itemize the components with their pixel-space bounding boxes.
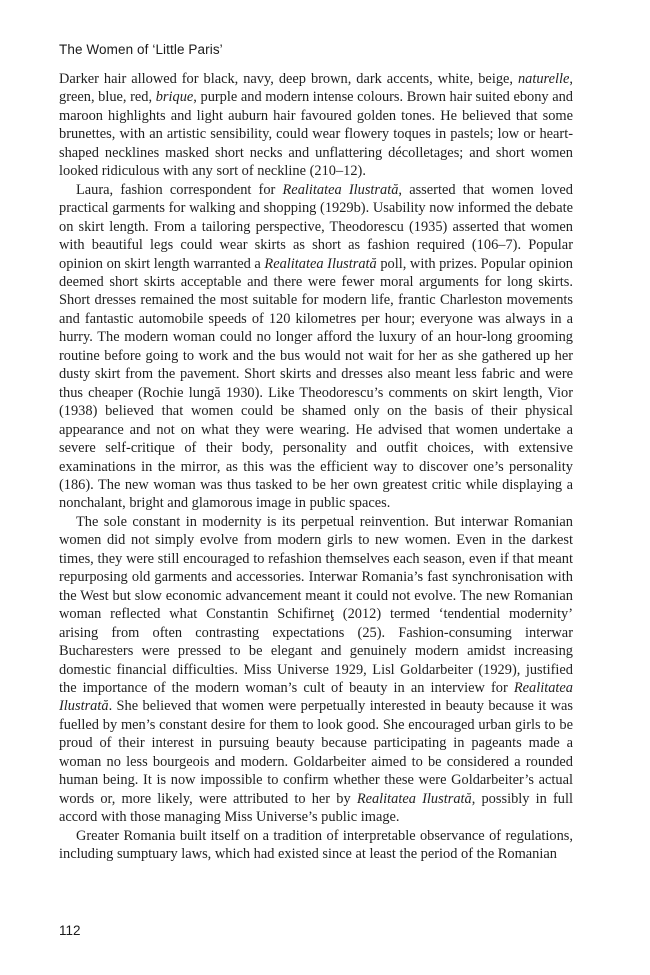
italic-run: Realitatea Ilustrată [282,181,399,198]
paragraph-3 [59,513,573,827]
italic-run: Realitatea Ilustrată [59,679,573,715]
page-number: 112 [59,923,81,938]
paragraph-2 [59,181,573,513]
text-run: . She believed that women were perpetually interested in beauty because it was fuelled by men’s constant desire for them to look good. She encouraged urban girls to be proud of their interest in pursuing beauty because participating in pageants made a woman no less bourgeois and modern. Goldarbeiter aimed to be considered a rounded human being. It is now impossible to confirm whether these were Goldarbeiter’s actual words or, more likely, were attributed to her by [59,698,573,807]
text-run: , possibly in full accord with those managing Miss Universe’s public image. [59,790,573,826]
text-run: , purple and modern intense colours. Brown hair suited ebony and maroon highlights and light auburn hair favoured golden tones. He believed that some brunettes, with an artistic sensibility, could wear flowery toques in pastels; low or heart-shaped necklines masked short necks and unflattering décolletages; and short women looked ridiculous with any sort of neckline (210–12). [59,89,573,180]
text-run: The sole constant in modernity is its perpetual reinvention. But interwar Romanian women did not simply evolve from modern girls to new women. Even in the darkest times, they were still encouraged to refashion themselves each season, even if that meant repurposing old garments and accessories. Interwar Romania’s fast synchronisation with the West but slow economic advancement meant it could not evolve. The new Romanian woman reflected what Constantin Schifirneţ (2012) termed ‘tendential modernity’ arising from often contrasting expectations (25). Fashion-consuming interwar Bucharesters were pressed to be elegant and genuinely modern amidst increasing domestic financial difficulties. Miss Universe 1929, Lisl Goldarbeiter (1929), justified the importance of the modern woman’s cult of beauty in an interview for [59,513,573,696]
text-run: poll, with prizes. Popular opinion deemed short skirts acceptable and there were fewer moral arguments for long skirts. Short dresses remained the most suitable for modern life, frantic Charleston movements and fantastic automobile speeds of 120 kilometres per hour; everyone was always in a hurry. The modern woman could no longer afford the luxury of an hour-long grooming routine before going to work and the bus would not wait for her as she gathered up her dusty skirt from the pavement. Short skirts and dresses also meant less fabric and were thus cheaper (Rochie lungă 1930). Like Theodorescu’s comments on skirt length, Vior (1938) believed that women could be shamed only on the basis of their physical appearance and not on what they were wearing. He advised that women undertake a severe self-critique of their body, personality and outfit choices, with extensive examinations in the mirror, as this was the efficient way to discover one’s personality (186). The new woman was thus tasked to be her own greatest critic while displaying a nonchalant, bright and glamorous image in public spaces. [59,255,574,512]
running-head: The Women of ‘Little Paris’ [59,42,223,57]
italic-run: naturelle [517,71,570,87]
text-run: Darker hair allowed for black, navy, deep brown, dark accents, white, beige, [59,71,518,87]
italic-run: Realitatea Ilustrată [264,255,377,272]
paragraph-4 [59,827,573,864]
text-run: , asserted that women loved practical garments for walking and shopping (1929b). Usability now informed the debate on skirt length. From a tailoring perspective, Theodorescu (1935) asserted that women with beautiful legs could wear skirts as short as fashion required (106–7). Popular opinion on skirt length warranted a [59,181,573,272]
text-run: , green, blue, red, [59,71,573,106]
text-run: Greater Romania built itself on a tradition of interpretable observance of regulations, including sumptuary laws, which had existed since at least the period of the Romanian [59,827,573,863]
italic-run: brique [155,89,194,106]
text-run: Laura, fashion correspondent for [76,181,283,198]
paragraph-1 [59,70,573,181]
italic-run: Realitatea Ilustrată [356,790,472,807]
body-text [59,70,573,863]
